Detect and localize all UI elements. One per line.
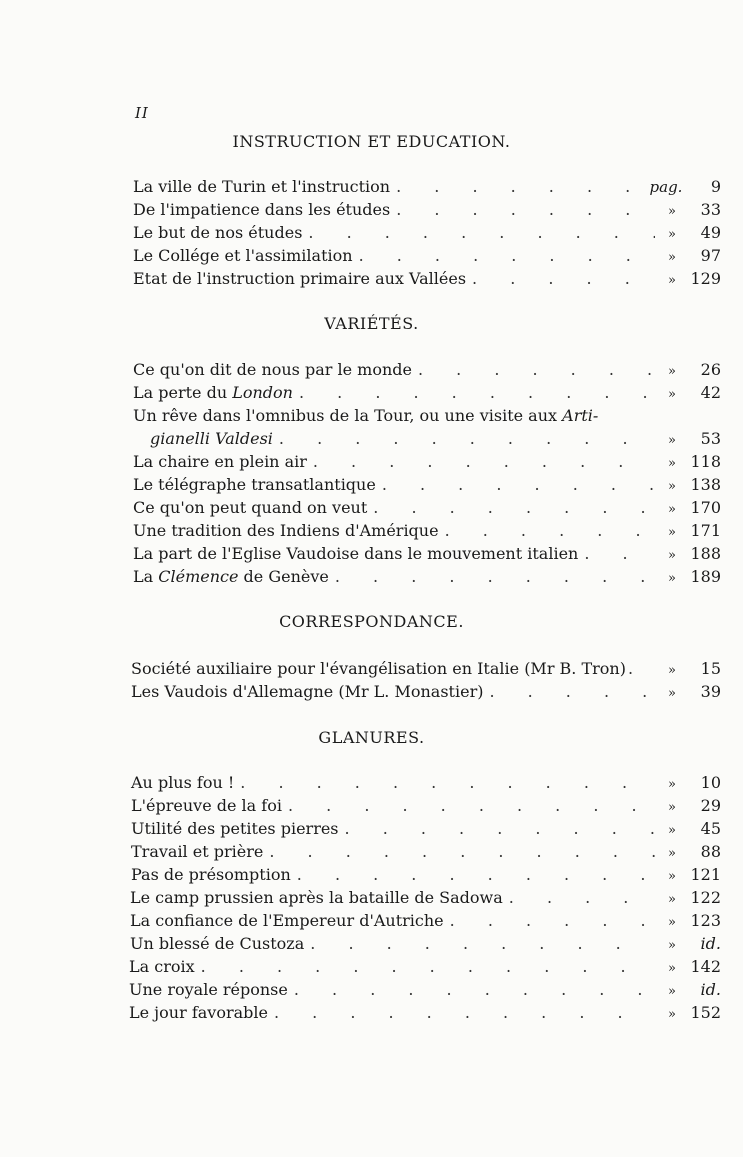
- toc-entry: Une royale réponse . . . » id.: [129, 979, 721, 1001]
- toc-entry: Le jour favorable . . . » 152: [129, 1002, 721, 1024]
- toc-entry: La ville de Turin et l'instruction . . . pag. 9: [133, 176, 721, 198]
- toc-entry: Un blessé de Custoza . . . » id.: [130, 933, 721, 955]
- section-heading-correspondance: CORRESPONDANCE.: [279, 612, 464, 631]
- toc-entry: Le camp prussien après la bataille de Sadowa . . . » 122: [130, 887, 721, 909]
- toc-entry: Ce qu'on peut quand on veut . . . » 170: [133, 497, 721, 519]
- toc-entry: Ce qu'on dit de nous par le monde . . . » 26: [133, 359, 721, 381]
- toc-entry: Société auxiliaire pour l'évangélisation en Italie (Mr B. Tron) . . . » 15: [131, 658, 721, 680]
- toc-entry: La Clémence de Genève . . . » 189: [133, 566, 721, 588]
- toc-entry: Pas de présomption . . . » 121: [131, 864, 721, 886]
- toc-entry: Le but de nos études . . . » 49: [133, 222, 721, 244]
- toc-entry: Le Collége et l'assimilation . . . » 97: [133, 245, 721, 267]
- section-heading-instruction: INSTRUCTION ET EDUCATION.: [232, 132, 511, 151]
- toc-entry: Travail et prière . . . » 88: [131, 841, 721, 863]
- toc-entry: Au plus fou ! . . . » 10: [131, 772, 721, 794]
- toc-entry: Etat de l'instruction primaire aux Vallées . . . » 129: [133, 268, 721, 290]
- toc-entry: La chaire en plein air . . . » 118: [133, 451, 721, 473]
- toc-entry: La confiance de l'Empereur d'Autriche . . . » 123: [130, 910, 721, 932]
- section-heading-varietes: VARIÉTÉS.: [324, 314, 419, 333]
- toc-entry: La part de l'Eglise Vaudoise dans le mouvement italien . . . » 188: [133, 543, 721, 565]
- toc-entry: Une tradition des Indiens d'Amérique . . . » 171: [133, 520, 721, 542]
- toc-entry-line1: Un rêve dans l'omnibus de la Tour, ou une visite aux Arti-: [133, 406, 599, 425]
- toc-entry: De l'impatience dans les études . . . » 33: [133, 199, 721, 221]
- toc-entry: Utilité des petites pierres . . . » 45: [131, 818, 721, 840]
- toc-entry: gianelli Valdesi . . . » 53: [150, 428, 721, 450]
- page-number: II: [135, 104, 149, 122]
- toc-entry: Le télégraphe transatlantique . . . » 138: [133, 474, 721, 496]
- toc-entry: Les Vaudois d'Allemagne (Mr L. Monastier) . . . » 39: [131, 681, 721, 703]
- toc-entry: La perte du London . . . » 42: [133, 382, 721, 404]
- section-heading-glanures: GLANURES.: [318, 728, 425, 747]
- toc-entry: La croix . . . » 142: [129, 956, 721, 978]
- toc-entry: L'épreuve de la foi . . . » 29: [131, 795, 721, 817]
